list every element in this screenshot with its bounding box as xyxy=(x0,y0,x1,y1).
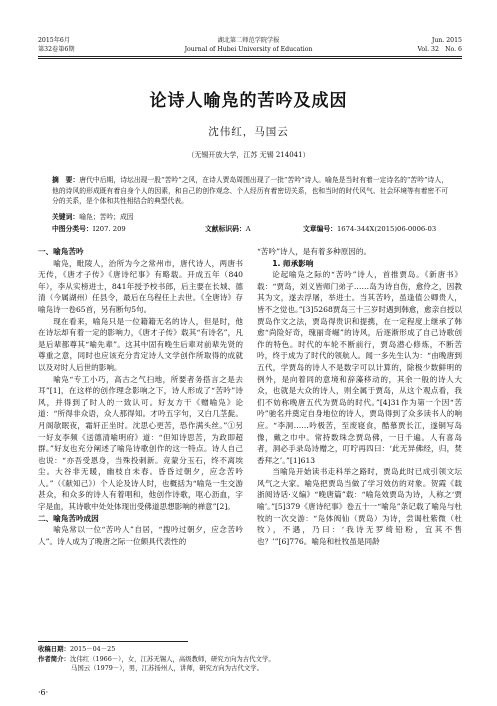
classification-text: I207. 209 xyxy=(92,225,126,233)
author-bio-1: 沈伟红（1966－），女，江苏无锡人，高级教师，研究方向为古代文学。 xyxy=(69,654,275,663)
page-number: ·6· xyxy=(38,688,49,697)
received-date: 2015－04－25 xyxy=(69,645,116,653)
header-rule xyxy=(38,56,462,57)
subsection-heading: 1. 师承影响 xyxy=(272,258,314,268)
section-heading: 二、喻凫苦吟成因 xyxy=(38,513,99,523)
footnote xyxy=(38,645,462,674)
article-id xyxy=(303,224,436,235)
article-id-label: 文章编号： xyxy=(303,225,337,233)
doc-code xyxy=(205,224,251,235)
paragraph: 喻凫常以一位“苦吟人”自居，“搜吟过朝夕，应念苦吟人”。诗人成为了晚唐之际一位颇具代表性的 xyxy=(38,525,243,546)
author-bio-label: 作者简介： xyxy=(38,654,70,663)
paragraph: “苦吟”诗人，是有着多种原因的。 xyxy=(257,247,372,256)
received-line xyxy=(38,645,462,655)
abstract-text: 唐代中后期，诗坛出现一股“苦吟”之风，在诗人贾岛周围出现了一批“苦吟”诗人。喻凫是当时有着一定诗名的“苦吟”诗人，他的诗风的形成既有着自身个人的因素，和自己的创作观念、个人经历有着密切关系，也和当时的时代风气、社会环境等有着密不可分的关系，是个体和共性相结合的典型代表。 xyxy=(52,176,448,205)
author-line-2 xyxy=(38,664,462,674)
doc-code-text: A xyxy=(245,225,251,233)
author-line-1 xyxy=(38,655,462,665)
authors: 沈伟红，马国云 xyxy=(208,126,289,138)
classification-label: 中图分类号： xyxy=(52,225,93,233)
classification xyxy=(52,224,126,235)
header-rule-thin xyxy=(38,58,462,59)
article-title: 论诗人喻凫的苦吟及成因 xyxy=(149,91,348,111)
header-journal-cn: 湖北第二师范学院学报 xyxy=(217,37,280,44)
paragraph: 喻凫，毗陵人，治所为今之常州市，唐代诗人，两唐书无传，《唐才子传》《唐诗纪事》有略载。开成五年（840年），李从实榜进士，841年授予校书郎，后主要在长城、德清（今属湖州）任县令，最后在乌程任上去世。《全唐诗》存喻凫诗一卷65首，另有断句5句。 xyxy=(38,258,243,314)
header-date-en: Jun. 2015 xyxy=(431,37,462,44)
footnote-rule xyxy=(38,641,188,642)
section-heading: 一、喻凫苦吟 xyxy=(38,247,84,256)
paragraph: 喻凫“专工小巧，高古之气扫地，所要者务搭言之是去耳”[1]，在这样的创作理念影响之下，诗人形成了“苦吟”诗风，并得到了时人的一致认可。好友方干《赠喻凫》论道：“所得非众语，众人那得知。才吟五字句，又白几茎髭。月阁欹眠夜，霜轩正坐时。沈思心更苦，恐作满头丝。”①另一好友李频《送德清喻明府》道：“但知诗思苦，为政即超群。”好友也充分阐述了喻凫诗歌创作的这一特点。诗人自己也说：“亦吾受恩身，当殊投刺新。竞蒙分玉石，终不离埃尘。大谷非无暖，幽枝自未春。昏昏过朝夕，应念苦吟人。”（《献知己》）个人论及诗人时，也概括为“喻凫一生交游甚众，和众多的诗人有着唱和，他创作诗歌，呕心沥血，字字是血，其诗歌中处处体现出受佛道思想影响的禅意”[2]。 xyxy=(38,374,243,512)
doc-code-label: 文献标识码： xyxy=(205,225,246,233)
keywords xyxy=(52,212,134,223)
affiliation: （无锡开放大学，江苏 无锡 214041） xyxy=(187,151,310,159)
abstract-label: 摘 要： xyxy=(52,176,80,184)
header-volume: 第32卷第6期 xyxy=(38,46,75,53)
received-label: 收稿日期： xyxy=(38,645,70,653)
article-id-text: 1674-344X(2015)06-0006-03 xyxy=(336,225,437,233)
keywords-text: 喻凫；苦吟；成因 xyxy=(79,213,134,221)
author-bio-2: 马国云（1979－），男，江苏扬州人，讲师，研究方向为古代文学。 xyxy=(71,664,263,673)
paragraph: 论起喻凫之际的“苦吟”诗人，首推贾岛。《新唐书》载：“贾岛，刘义皆师门弟子……岛为诗自伤，愈伶之，因教其为文，遂去浮屠，举进士。当其苦吟，虽逢值公卿贵人，皆不之觉也。”[3]5268贾岛三十三岁时遇到韩愈，愈亲自授以贾岛作文之法，贾岛得贵识和提携，在一定程度上继承了韩愈“尚险好奇，瑰丽奇崛”的诗风，后逐渐形成了自己诗歌创作的特色。时代的车轮不断前行，贾岛潜心修炼，不断苦吟，终于成为了时代的领航人。闻一多先生认为：“由晚唐到五代，学贾岛的诗人不是数字可以计算的，除极少数鲜明的例外，是向着同的意境和辞藻移动的，其余一般的诗人大众，也就是大众的诗人，则全属于贾岛，从这个观点看，我们不妨称晚唐五代为贾岛的时代。”[4]31作为第一个因“苦吟”驰名并奠定自身地位的诗人，贾岛得到了众多读书人的响应。“李洞……吟极苦，至废寝食，酷慕贾长江，遂铜写岛像，戴之巾中。常持数珠念贾岛佛，一日千遍。人有喜岛者，洞必手录岛诗赠之，叮咛再四曰：‘此无异佛经，归，焚香拜之’。”[1]613 xyxy=(257,270,462,465)
header-journal-en: Journal of Hubei University of Education xyxy=(184,46,313,53)
abstract xyxy=(52,175,448,207)
keywords-label: 关键词： xyxy=(52,213,80,221)
right-column xyxy=(257,246,462,547)
left-column xyxy=(38,246,243,547)
header-volume-en: Vol. 32 No. 6 xyxy=(417,46,462,53)
header-date: 2015年6月 xyxy=(38,37,71,44)
paragraph: 当喻凫开始读书走科举之路时，贾岛此时已成引领文坛风气之大家。喻凫把贾岛当做了学习效仿的对象。贺霞《载浙阅诗话·义编》“晚唐篇”载：“喻凫效贾岛为诗，人称之‘贾喻’。”[5]379《唐诗纪事》卷五十一“喻凫”条记载了喻凫与杜牧的一次交游：“凫体阀仙（贾岛）为诗，尝谒杜紫微（杜牧），不遇，乃曰：‘我诗无罗绮铅粉，宜其不售也？’”[6]776。喻凫和杜牧虽是同龄 xyxy=(257,467,462,546)
paragraph: 现在看来，喻凫只是一位籍籍无名的诗人，但是时，他在诗坛却有着一定的影响力，《唐才子传》载其“有诗名”，凡是后辈都尊其“喻先辈”。这其中固有晚生后辈对前辈先贤的尊重之意，同时也应该充分肯定诗人文学创作所取得的成就以及对时人后世的影响。 xyxy=(38,316,243,372)
